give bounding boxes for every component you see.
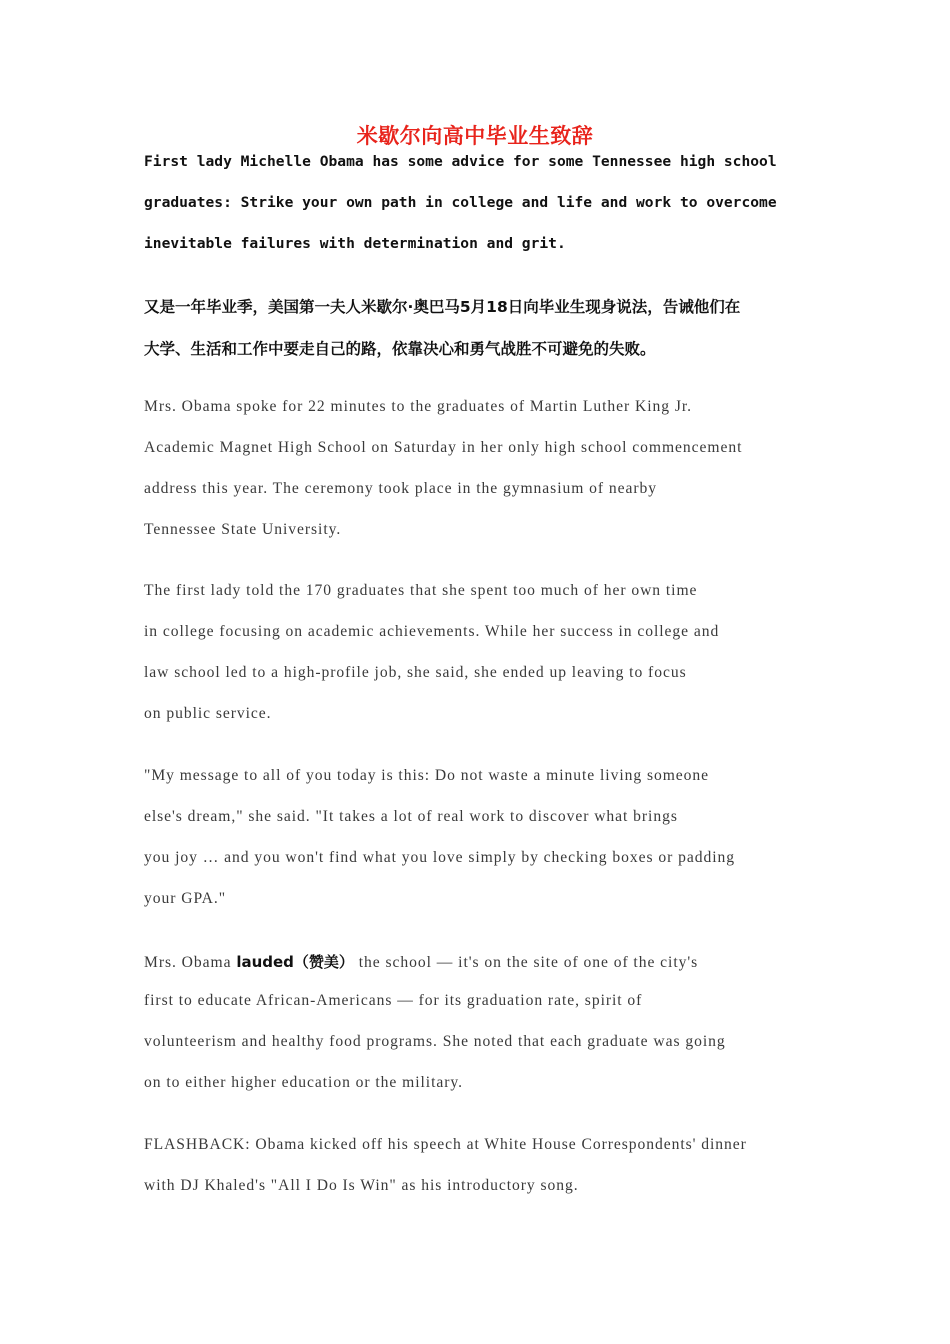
paragraph-line: law school led to a high-profile job, she said, she ended up leaving to focus [144, 664, 687, 681]
paragraph-line: Mrs. Obama spoke for 22 minutes to the graduates of Martin Luther King Jr. [144, 398, 692, 415]
intro-en-line: First lady Michelle Obama has some advice for some Tennessee high school [144, 153, 777, 170]
quote-line: you joy … and you won't find what you love simply by checking boxes or padding [144, 849, 736, 866]
paragraph-line: volunteerism and healthy food programs. She noted that each graduate was going [144, 1033, 726, 1050]
paragraph-line: on to either higher education or the military. [144, 1074, 463, 1091]
quote-line: "My message to all of you today is this: Do not waste a minute living someone [144, 767, 710, 784]
paragraph-line: address this year. The ceremony took place in the gymnasium of nearby [144, 480, 658, 497]
paragraph-line: with DJ Khaled's "All I Do Is Win" as his introductory song. [144, 1177, 579, 1194]
text-segment: Mrs. Obama [144, 954, 237, 971]
text-segment: the school — it's on the site of one of the city's [353, 954, 699, 971]
paragraph-line: The first lady told the 170 graduates that she spent too much of her own time [144, 582, 698, 599]
quote-line: your GPA." [144, 890, 227, 907]
paragraph-line: Tennessee State University. [144, 521, 342, 538]
intro-en-line: graduates: Strike your own path in college and life and work to overcome [144, 194, 777, 211]
intro-cn-line: 又是一年毕业季，美国第一夫人米歇尔·奥巴马5月18日向毕业生现身说法，告诫他们在 [144, 298, 741, 316]
quote-line: else's dream," she said. "It takes a lot of real work to discover what brings [144, 808, 678, 825]
paragraph-line [144, 951, 698, 972]
vocab-highlight: lauded（赞美） [236, 953, 354, 971]
paragraph-line: Academic Magnet High School on Saturday in her only high school commencement [144, 439, 743, 456]
paragraph-line: FLASHBACK: Obama kicked off his speech at White House Correspondents' dinner [144, 1136, 747, 1153]
intro-en-line: inevitable failures with determination and grit. [144, 235, 566, 252]
paragraph-line: on public service. [144, 705, 272, 722]
intro-cn-line: 大学、生活和工作中要走自己的路，依靠决心和勇气战胜不可避免的失败。 [144, 340, 656, 358]
paragraph-line: first to educate African-Americans — for its graduation rate, spirit of [144, 992, 643, 1009]
document-title: 米歇尔向高中毕业生致辞 [356, 124, 594, 148]
paragraph-line: in college focusing on academic achievements. While her success in college and [144, 623, 720, 640]
